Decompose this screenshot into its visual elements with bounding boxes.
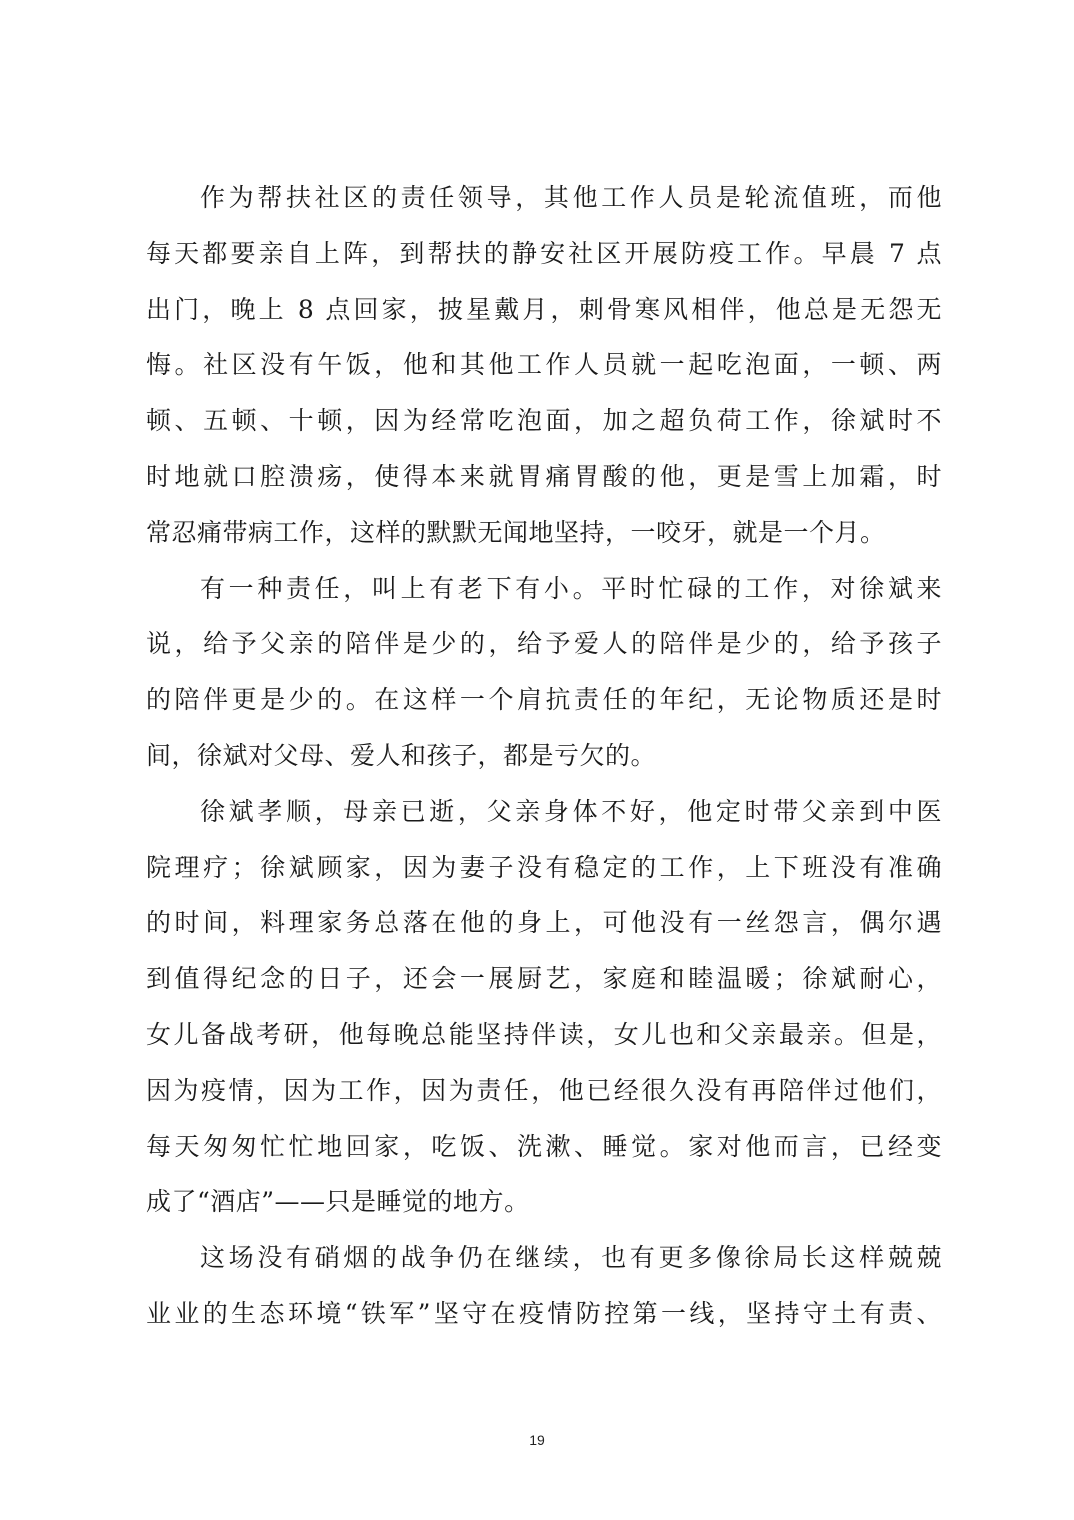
paragraph-1-line-6: 时地就口腔溃疡，使得本来就胃痛胃酸的他，更是雪上加霜，时 (146, 461, 942, 491)
paragraph-1-line-1: 作为帮扶社区的责任领导，其他工作人员是轮流值班，而他 (200, 183, 942, 212)
body-text (146, 170, 942, 1342)
paragraph-4-line-2: 业业的生态环境“铁军”坚守在疫情防控第一线，坚持守土有责、 (146, 1298, 942, 1328)
page-number: 19 (529, 1432, 545, 1448)
paragraph-2-line-3: 的陪伴更是少的。在这样一个肩抗责任的年纪，无论物质还是时 (146, 685, 942, 715)
paragraph-2-line-1: 有一种责任，叫上有老下有小。平时忙碌的工作，对徐斌来 (200, 573, 942, 603)
paragraph-4-line-1: 这场没有硝烟的战争仍在继续，也有更多像徐局长这样兢兢 (200, 1243, 942, 1273)
paragraph-3-line-3: 的时间，料理家务总落在他的身上，可他没有一丝怨言，偶尔遇 (146, 908, 942, 938)
paragraph-1-line-2: 每天都要亲自上阵，到帮扶的静安社区开展防疫工作。早晨 7 点 (146, 238, 942, 268)
paragraph-1-line-3: 出门，晚上 8 点回家，披星戴月，刺骨寒风相伴，他总是无怨无 (146, 294, 942, 324)
paragraph-3-line-4: 到值得纪念的日子，还会一展厨艺，家庭和睦温暖；徐斌耐心， (146, 964, 942, 994)
paragraph-3-line-2: 院理疗；徐斌顾家，因为妻子没有稳定的工作，上下班没有准确 (146, 852, 942, 882)
paragraph-3-line-5: 女儿备战考研，他每晚总能坚持伴读，女儿也和父亲最亲。但是， (146, 1019, 942, 1049)
paragraph-3-line-6: 因为疫情，因为工作，因为责任，他已经很久没有再陪伴过他们， (146, 1075, 942, 1105)
paragraph-3-line-7: 每天匆匆忙忙地回家，吃饭、洗漱、睡觉。家对他而言，已经变 (146, 1131, 942, 1161)
paragraph-2-line-4: 间，徐斌对父母、爱人和孩子，都是亏欠的。 (146, 740, 657, 770)
paragraph-3-line-1: 徐斌孝顺，母亲已逝，父亲身体不好，他定时带父亲到中医 (200, 796, 942, 826)
paragraph-1-line-4: 悔。社区没有午饭，他和其他工作人员就一起吃泡面，一顿、两 (146, 350, 942, 380)
paragraph-1-line-7: 常忍痛带病工作，这样的默默无闻地坚持，一咬牙，就是一个月。 (146, 517, 886, 547)
paragraph-1-line-5: 顿、五顿、十顿，因为经常吃泡面，加之超负荷工作，徐斌时不 (146, 406, 942, 436)
paragraph-3-line-8: 成了“酒店”——只是睡觉的地方。 (146, 1187, 530, 1217)
paragraph-2-line-2: 说，给予父亲的陪伴是少的，给予爱人的陪伴是少的，给予孩子 (146, 629, 942, 659)
